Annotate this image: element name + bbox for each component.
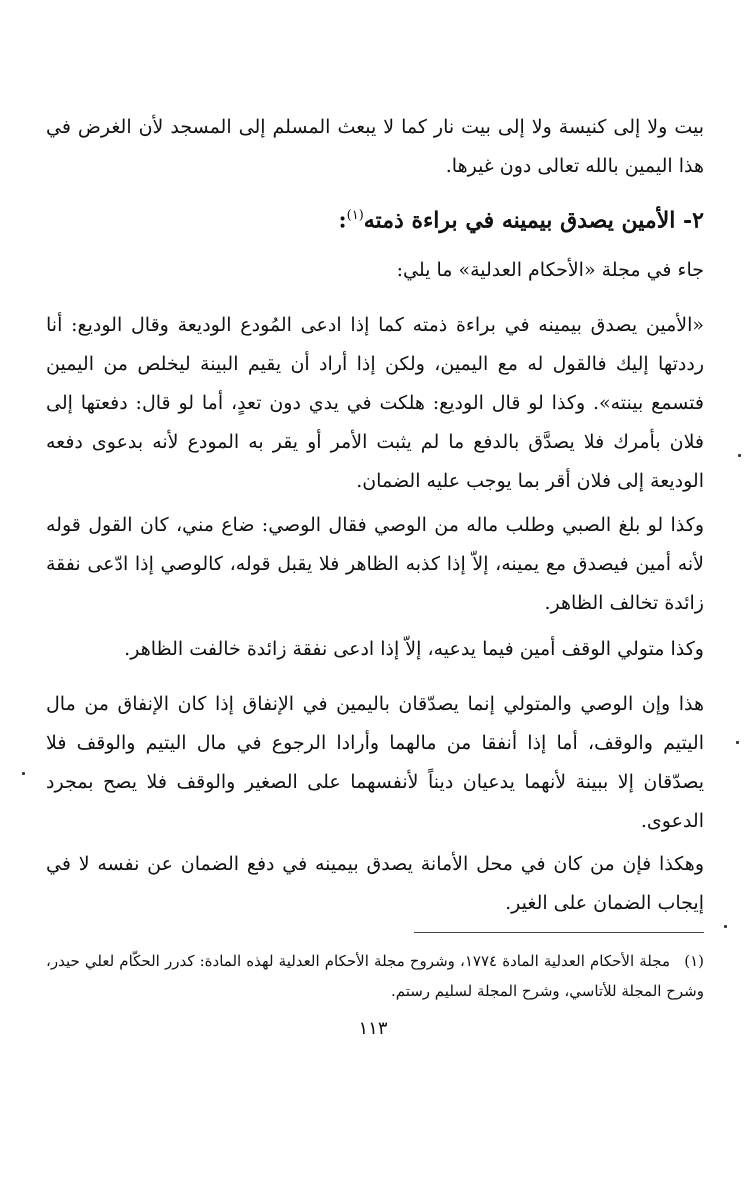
paragraph-5: وكذا متولي الوقف أمين فيما يدعيه، إلاّ إذا ادعى نفقة زائدة خالفت الظاهر. (124, 638, 704, 660)
section-heading-text: ٢- الأمين يصدق بيمينه في براءة ذمته (363, 207, 704, 234)
footnote-separator (414, 932, 704, 933)
scan-speck (22, 772, 25, 775)
paragraph-1: بيت ولا إلى كنيسة ولا إلى بيت نار كما لا يبعث المسلم إلى المسجد لأن الغرض في هذا اليمين بالله تعالى دون غيرها. (46, 116, 704, 177)
paragraph-4: وكذا لو بلغ الصبي وطلب ماله من الوصي فقال الوصي: ضاع مني، كان القول قوله لأنه أمين فيصدق مع يمينه، إلاّ إذا كذبه الظاهر فلا يقبل قوله، كالوصي إذا ادّعى نفقة زائدة تخالف الظاهر. (46, 514, 704, 614)
scan-speck (736, 741, 739, 744)
scan-speck (738, 454, 741, 457)
footnote-text: مجلة الأحكام العدلية المادة ١٧٧٤، وشروح مجلة الأحكام العدلية لهذه المادة: كدرر الحكّام لعلي حيدر، وشرح المجلة للأتاسي، وشرح المجلة لسليم رستم. (46, 952, 704, 1000)
paragraph-6: هذا وإن الوصي والمتولي إنما يصدّقان باليمين في الإنفاق إذا كان الإنفاق من مال اليتيم والوقف، أما إذا أنفقا من مالهما وأرادا الرجوع في مال اليتيم والوقف فلا يصدّقان إلا ببينة لأنهما يدعيان ديناً لأنفسهما على الصغير والوقف فلا يصح بمجرد الدعوى. (46, 693, 704, 832)
page-number: ١١٣ (358, 1018, 388, 1039)
section-heading (46, 196, 704, 240)
heading-colon: : (338, 207, 347, 234)
paragraph-7: وهكذا فإن من كان في محل الأمانة يصدق بيمينه في دفع الضمان عن نفسه لا في إيجاب الضمان على الغير. (46, 853, 704, 914)
footnote-number: (١) (684, 952, 704, 970)
footnote-reference: (١) (346, 208, 364, 223)
scan-speck (724, 925, 727, 928)
paragraph-2: جاء في مجلة «الأحكام العدلية» ما يلي: (396, 259, 704, 281)
footnote (46, 946, 704, 1006)
paragraph-3-quote: «الأمين يصدق بيمينه في براءة ذمته كما إذا ادعى المُودع الوديعة وقال الوديع: أنا رددتها إليك فالقول له مع اليمين، ولكن إذا أراد أن يقيم البينة ليخلص من اليمين فتسمع بينته». وكذا لو قال الوديع: هلكت في يدي دون تعدٍ، أما لو قال: دفعتها إلى فلان بأمرك فلا يصدَّق بالدفع ما لم يثبت الأمر أو يقر به المودع لأنه بدعوى دفعه الوديعة إلى فلان أقر بما يوجب عليه الضمان. (46, 314, 704, 492)
